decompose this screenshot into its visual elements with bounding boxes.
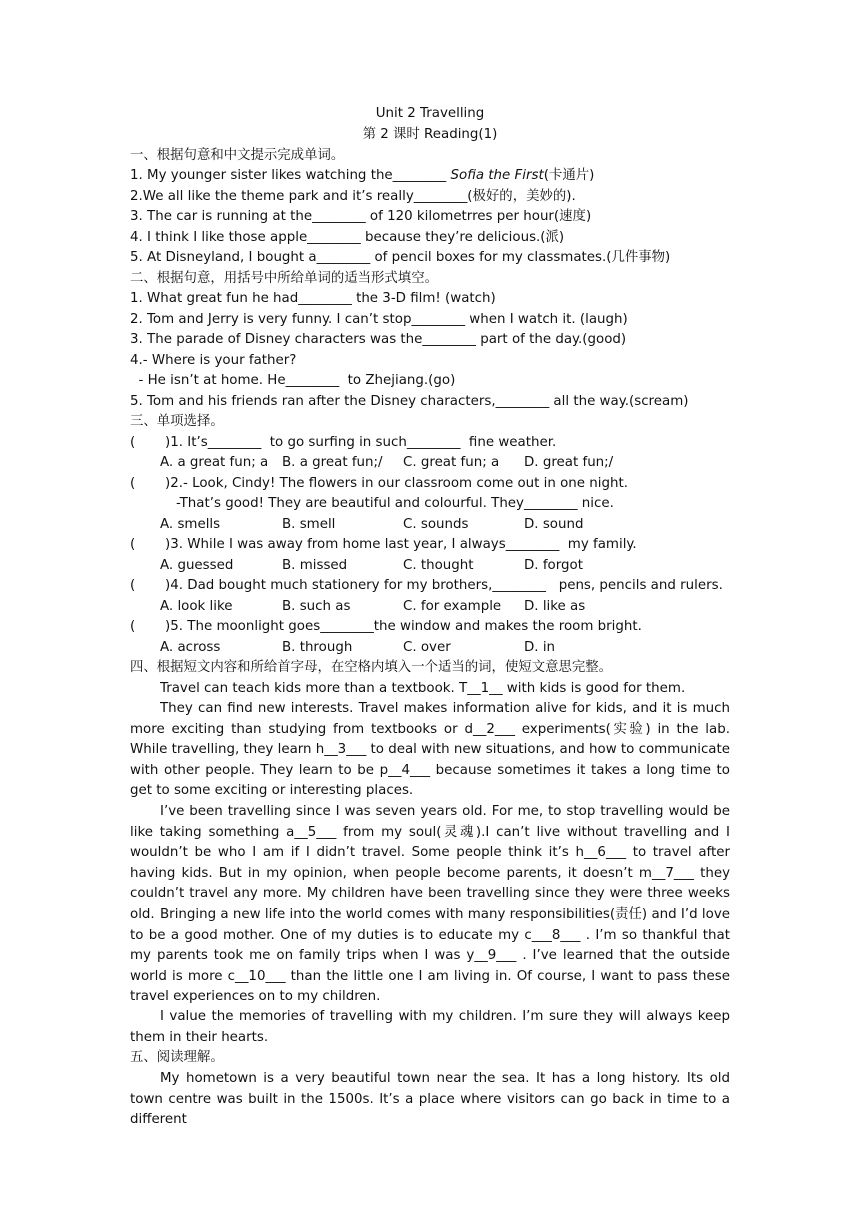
section-1-heading: 一、根据句意和中文提示完成单词。 [130,148,345,163]
mc-question-2-line2: -That’s good! They are beautiful and colourful. They________ nice. [176,496,614,511]
mc-question-1: ( )1. It’s________ to go surfing in such________ fine weather. [130,435,557,450]
page-title: Unit 2 Travelling [375,106,485,121]
section-4-heading: 四、根据短文内容和所给首字母，在空格内填入一个适当的词，使短文意思完整。 [130,660,613,675]
sec2-question-4a: 4.- Where is your father? [130,353,297,368]
section-2-heading: 二、根据句意，用括号中所给单词的适当形式填空。 [130,271,438,286]
mc5-option-b: B. through [282,640,353,655]
mc2-option-d: D. sound [524,517,584,532]
mc1-option-b: B. a great fun;/ [282,455,383,470]
sec1-question-3: 3. The car is running at the________ of 120 kilometrres per hour(速度) [130,209,592,224]
mc5-option-a: A. across [160,640,221,655]
sec2-question-2: 2. Tom and Jerry is very funny. I can’t stop________ when I watch it. (laugh) [130,312,628,327]
mc4-option-b: B. such as [282,599,351,614]
passage-paragraph-3: I’ve been travelling since I was seven years old. For me, to stop travelling would be like taking something a__5___ from my soul(灵魂).I can’t live without travelling and I wouldn’t be who I am if I didn’t travel. Some people think it’s h__6___ to travel after having kids. But in my opinion, when people become parents, it doesn’t m__7___ they couldn’t travel any more. My children have been travelling since they were three weeks old. [130,804,730,922]
mc-question-4: ( )4. Dad bought much stationery for my brothers,________ pens, pencils and rulers. [130,578,723,593]
passage-paragraph-5: I value the memories of travelling with my children. I’m sure they will always keep them in their hearts. [130,1009,730,1045]
mc-question-5: ( )5. The moonlight goes________the window and makes the room bright. [130,619,642,634]
mc3-option-a: A. guessed [160,558,234,573]
mc2-option-a: A. smells [160,517,221,532]
passage-paragraph-4: Bringing a new life into the world comes with many responsibilities(责任) and I’d love to be a good mother. One of my duties is to educate my c___8___ . I’m so thankful that my parents took me on family trips when I was y__9___ . I’ve learned that the outside world is more c__10___ than the little one I am living in. Of course, I want to pass these travel experiences on to my children. [130,907,730,1004]
passage-paragraph-2: They can find new interests. Travel makes information alive for kids, and it is much more exciting than studying from textbooks or d__2___ experiments(实验) in the lab. While travelling, they learn h__3___ to deal with new situations, and how to communicate with other people. They learn to be p__4___ because sometimes it takes a long time to get to some exciting or interesting places. [130,701,730,798]
mc3-option-d: D. forgot [524,558,583,573]
passage-paragraph-1: Travel can teach kids more than a textbook. T__1__ with kids is good for them. [160,681,686,696]
sec1-question-4: 4. I think I like those apple________ because they’re delicious.(派) [130,230,565,245]
mc-question-3: ( )3. While I was away from home last year, I always________ my family. [130,537,637,552]
sec2-question-1: 1. What great fun he had________ the 3-D film! (watch) [130,291,496,306]
sec2-question-5: 5. Tom and his friends ran after the Disney characters,________ all the way.(scream) [130,394,689,409]
mc1-option-d: D. great fun;/ [524,455,614,470]
section-5-heading: 五、阅读理解。 [130,1050,224,1065]
sec2-question-3: 3. The parade of Disney characters was the________ part of the day.(good) [130,332,627,347]
mc1-option-a: A. a great fun; a [160,455,269,470]
reading-paragraph-1: My hometown is a very beautiful town near the sea. It has a long history. Its old town centre was built in the 1500s. It’s a place where visitors can go back in time to a different [130,1071,730,1127]
mc4-option-c: C. for example [403,599,502,614]
mc5-option-d: D. in [524,640,556,655]
sec1-question-2: 2.We all like the theme park and it’s really________(极好的，美妙的). [130,189,576,204]
mc5-option-c: C. over [403,640,451,655]
sec1-question-5: 5. At Disneyland, I bought a________ of pencil boxes for my classmates.(几件事物) [130,250,671,265]
mc3-option-b: B. missed [282,558,348,573]
mc2-option-c: C. sounds [403,517,469,532]
mc1-option-c: C. great fun; a [403,455,500,470]
section-3-heading: 三、单项选择。 [130,414,224,429]
page-subtitle: 第 2 课时 Reading(1) [362,127,498,142]
mc2-option-b: B. smell [282,517,336,532]
mc-question-2: ( )2.- Look, Cindy! The flowers in our classroom come out in one night. [130,476,628,491]
sec2-question-4b: - He isn’t at home. He________ to Zhejiang.(go) [130,373,456,388]
mc4-option-d: D. like as [524,599,586,614]
sec1-question-1: 1. My younger sister likes watching the________ Sofia the First(卡通片) [130,168,595,183]
mc4-option-a: A. look like [160,599,233,614]
mc3-option-c: C. thought [403,558,474,573]
